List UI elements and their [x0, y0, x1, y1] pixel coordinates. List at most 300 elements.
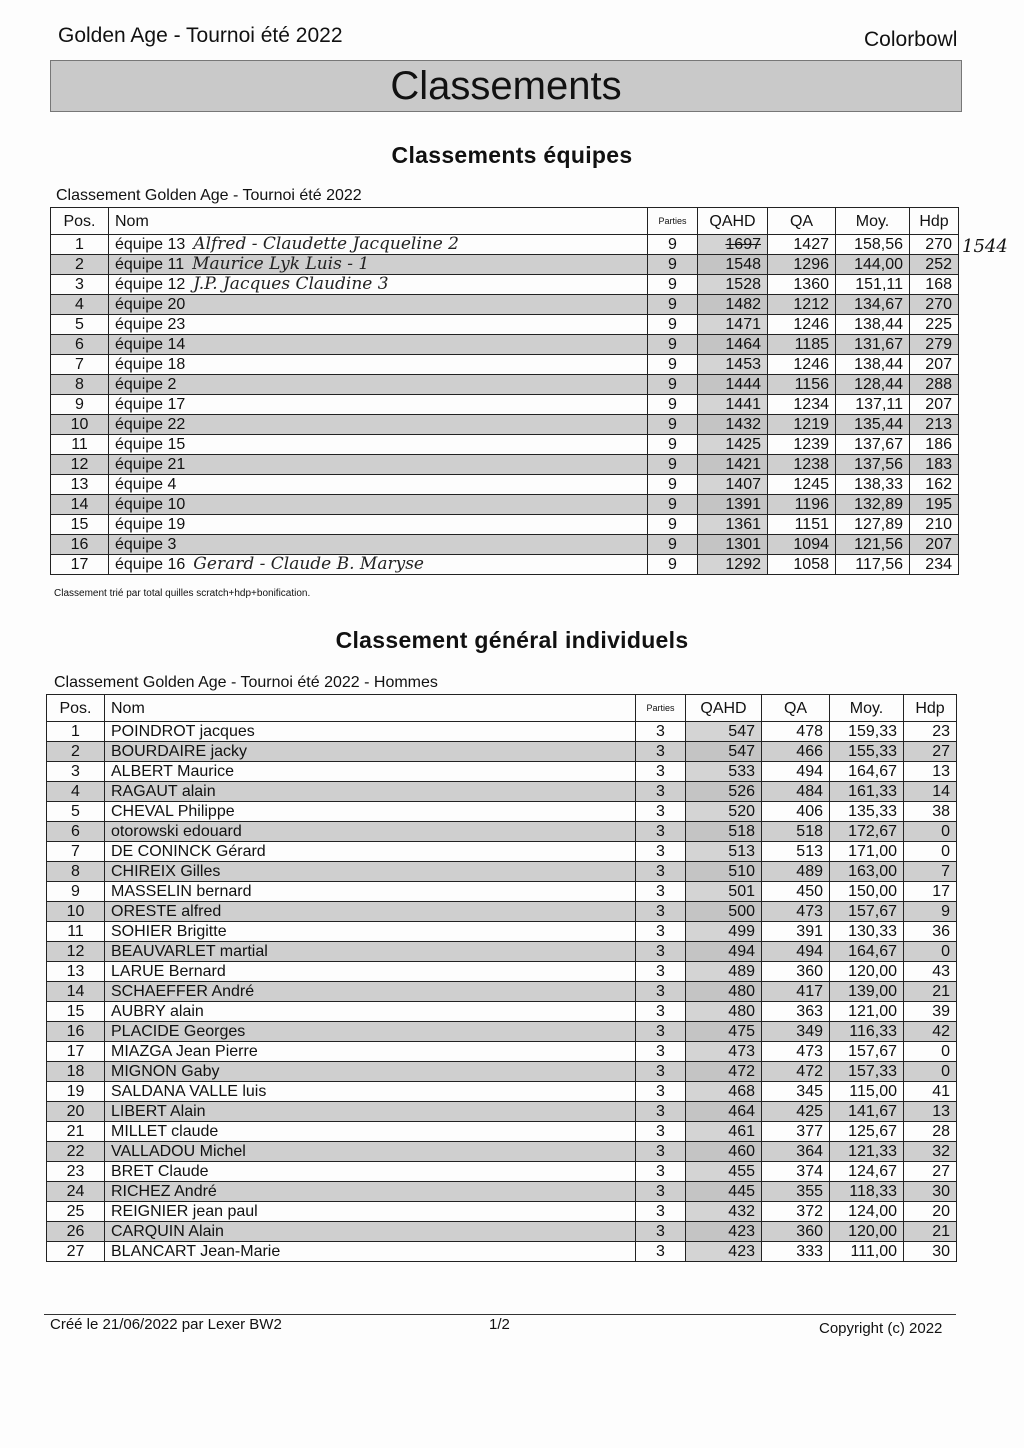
table-row	[47, 982, 957, 1002]
qa-cell: 1151	[768, 515, 836, 535]
name-cell	[109, 335, 648, 355]
qahd-cell: 1464	[698, 335, 768, 355]
hdp-cell: 183	[910, 455, 959, 475]
parties-cell: 9	[648, 355, 698, 375]
moy-cell: 164,67	[830, 762, 904, 782]
individuals-header-row	[47, 695, 957, 722]
hdp-cell: 288	[910, 375, 959, 395]
pos-cell: 14	[47, 982, 105, 1002]
hdp-cell: 0	[904, 822, 957, 842]
name-cell	[105, 1242, 636, 1262]
individuals-table	[46, 694, 957, 1262]
qahd-cell: 1391	[698, 495, 768, 515]
parties-cell: 3	[636, 1222, 686, 1242]
moy-cell: 139,00	[830, 982, 904, 1002]
name-text: équipe 4	[115, 476, 177, 493]
table-row	[51, 335, 959, 355]
qahd-cell: 1453	[698, 355, 768, 375]
name-text: RICHEZ André	[111, 1183, 217, 1200]
hdp-cell: 0	[904, 942, 957, 962]
moy-cell: 150,00	[830, 882, 904, 902]
moy-cell: 138,44	[836, 315, 910, 335]
parties-cell: 3	[636, 882, 686, 902]
name-text: AUBRY alain	[111, 1003, 204, 1020]
name-text: équipe 15	[115, 436, 186, 453]
name-cell	[105, 1102, 636, 1122]
parties-cell: 3	[636, 762, 686, 782]
name-cell	[105, 1062, 636, 1082]
pos-cell: 5	[51, 315, 109, 335]
parties-cell: 3	[636, 1002, 686, 1022]
col-qahd: QAHD	[686, 695, 762, 722]
hdp-cell: 162	[910, 475, 959, 495]
table-row	[51, 475, 959, 495]
hdp-cell: 30	[904, 1182, 957, 1202]
qahd-cell: 1407	[698, 475, 768, 495]
name-cell	[105, 1022, 636, 1042]
pos-cell: 20	[47, 1102, 105, 1122]
qahd-cell: 1425	[698, 435, 768, 455]
name-text: CARQUIN Alain	[111, 1223, 224, 1240]
moy-cell: 171,00	[830, 842, 904, 862]
moy-cell: 159,33	[830, 722, 904, 742]
table-row	[51, 275, 959, 295]
footer-copyright: Copyright (c) 2022	[819, 1320, 943, 1337]
moy-cell: 157,67	[830, 902, 904, 922]
hdp-cell: 207	[910, 355, 959, 375]
name-text: otorowski edouard	[111, 823, 242, 840]
name-text: BLANCART Jean-Marie	[111, 1243, 281, 1260]
pos-cell: 22	[47, 1142, 105, 1162]
name-text: MASSELIN bernard	[111, 883, 252, 900]
parties-cell: 9	[648, 335, 698, 355]
qa-cell: 489	[762, 862, 830, 882]
name-cell	[105, 1202, 636, 1222]
qa-cell: 355	[762, 1182, 830, 1202]
name-cell	[109, 255, 648, 275]
col-parties: Parties	[636, 695, 686, 722]
parties-cell: 9	[648, 475, 698, 495]
qa-cell: 377	[762, 1122, 830, 1142]
name-cell	[105, 722, 636, 742]
parties-cell: 9	[648, 495, 698, 515]
parties-cell: 9	[648, 555, 698, 575]
hdp-cell: 41	[904, 1082, 957, 1102]
qa-cell: 1427	[768, 235, 836, 255]
pos-cell: 7	[47, 842, 105, 862]
parties-cell: 3	[636, 962, 686, 982]
qa-cell: 425	[762, 1102, 830, 1122]
name-cell	[109, 375, 648, 395]
name-cell	[109, 235, 648, 255]
table-row	[47, 782, 957, 802]
pos-cell: 9	[47, 882, 105, 902]
qahd-cell: 480	[686, 1002, 762, 1022]
pos-cell: 16	[51, 535, 109, 555]
moy-cell: 128,44	[836, 375, 910, 395]
qahd-cell: 547	[686, 722, 762, 742]
hdp-cell: 13	[904, 1102, 957, 1122]
hdp-cell: 252	[910, 255, 959, 275]
parties-cell: 9	[648, 295, 698, 315]
moy-cell: 115,00	[830, 1082, 904, 1102]
table-row	[47, 922, 957, 942]
qahd-cell: 423	[686, 1222, 762, 1242]
name-cell	[105, 802, 636, 822]
moy-cell: 135,33	[830, 802, 904, 822]
qahd-cell: 518	[686, 822, 762, 842]
pos-cell: 11	[47, 922, 105, 942]
footer-created: Créé le 21/06/2022 par Lexer BW2	[50, 1316, 282, 1333]
qahd-cell: 1301	[698, 535, 768, 555]
parties-cell: 3	[636, 1022, 686, 1042]
name-cell	[105, 842, 636, 862]
pos-cell: 17	[51, 555, 109, 575]
pos-cell: 5	[47, 802, 105, 822]
qahd-cell: 501	[686, 882, 762, 902]
qa-cell: 349	[762, 1022, 830, 1042]
name-text: CHEVAL Philippe	[111, 803, 235, 820]
qa-cell: 473	[762, 902, 830, 922]
table-row	[47, 842, 957, 862]
parties-cell: 9	[648, 435, 698, 455]
name-text: REIGNIER jean paul	[111, 1203, 258, 1220]
pos-cell: 24	[47, 1182, 105, 1202]
pos-cell: 27	[47, 1242, 105, 1262]
moy-cell: 131,67	[836, 335, 910, 355]
qahd-cell: 475	[686, 1022, 762, 1042]
hdp-cell: 20	[904, 1202, 957, 1222]
parties-cell: 3	[636, 1082, 686, 1102]
name-text: LARUE Bernard	[111, 963, 226, 980]
qa-cell: 513	[762, 842, 830, 862]
name-text: équipe 14	[115, 336, 186, 353]
name-text: VALLADOU Michel	[111, 1143, 246, 1160]
name-cell	[109, 555, 648, 575]
qahd-cell: 423	[686, 1242, 762, 1262]
hdp-cell: 43	[904, 962, 957, 982]
table-row	[47, 1002, 957, 1022]
header-venue: Colorbowl	[864, 28, 958, 51]
col-moy: Moy.	[836, 208, 910, 235]
table-row	[51, 395, 959, 415]
qahd-cell: 494	[686, 942, 762, 962]
hdp-cell: 39	[904, 1002, 957, 1022]
moy-cell: 137,56	[836, 455, 910, 475]
name-cell	[105, 922, 636, 942]
table-row	[47, 1202, 957, 1222]
name-text: équipe 21	[115, 456, 186, 473]
moy-cell: 161,33	[830, 782, 904, 802]
col-parties: Parties	[648, 208, 698, 235]
pos-cell: 1	[47, 722, 105, 742]
name-cell	[109, 315, 648, 335]
qa-cell: 1246	[768, 355, 836, 375]
name-text: BOURDAIRE jacky	[111, 743, 248, 760]
pos-cell: 17	[47, 1042, 105, 1062]
hdp-cell: 38	[904, 802, 957, 822]
qa-cell: 473	[762, 1042, 830, 1062]
moy-cell: 163,00	[830, 862, 904, 882]
name-cell	[105, 1222, 636, 1242]
col-pos: Pos.	[47, 695, 105, 722]
hdp-cell: 195	[910, 495, 959, 515]
table-row	[47, 1122, 957, 1142]
name-text: DE CONINCK Gérard	[111, 843, 266, 860]
parties-cell: 9	[648, 255, 698, 275]
table-row	[47, 1182, 957, 1202]
qa-cell: 360	[762, 962, 830, 982]
pos-cell: 1	[51, 235, 109, 255]
qa-cell: 1234	[768, 395, 836, 415]
moy-cell: 157,67	[830, 1042, 904, 1062]
name-text: équipe 2	[115, 376, 177, 393]
table-row	[51, 415, 959, 435]
qa-cell: 1246	[768, 315, 836, 335]
qa-cell: 484	[762, 782, 830, 802]
table-row	[47, 1042, 957, 1062]
handwritten-player-names: J.P. Jacques Claudine 3	[193, 274, 389, 294]
qa-cell: 1239	[768, 435, 836, 455]
qahd-cell: 460	[686, 1142, 762, 1162]
moy-cell: 121,56	[836, 535, 910, 555]
moy-cell: 138,44	[836, 355, 910, 375]
table-row	[51, 515, 959, 535]
pos-cell: 13	[47, 962, 105, 982]
name-text: BEAUVARLET martial	[111, 943, 268, 960]
pos-cell: 15	[47, 1002, 105, 1022]
qa-cell: 466	[762, 742, 830, 762]
table-row	[51, 235, 959, 255]
col-qahd: QAHD	[698, 208, 768, 235]
name-text: MIGNON Gaby	[111, 1063, 220, 1080]
hdp-cell: 27	[904, 1162, 957, 1182]
hdp-cell: 225	[910, 315, 959, 335]
moy-cell: 127,89	[836, 515, 910, 535]
hdp-cell: 279	[910, 335, 959, 355]
name-cell	[105, 942, 636, 962]
parties-cell: 3	[636, 722, 686, 742]
qahd-cell: 1292	[698, 555, 768, 575]
name-text: RAGAUT alain	[111, 783, 216, 800]
header-tournament-title: Golden Age - Tournoi été 2022	[58, 24, 343, 47]
pos-cell: 3	[47, 762, 105, 782]
name-text: équipe 19	[115, 516, 186, 533]
qahd-cell: 510	[686, 862, 762, 882]
name-cell	[105, 1162, 636, 1182]
parties-cell: 3	[636, 1102, 686, 1122]
moy-cell: 125,67	[830, 1122, 904, 1142]
hdp-cell: 168	[910, 275, 959, 295]
teams-header-row	[51, 208, 959, 235]
qahd-cell: 489	[686, 962, 762, 982]
parties-cell: 3	[636, 1062, 686, 1082]
name-text: ORESTE alfred	[111, 903, 222, 920]
table-row	[47, 882, 957, 902]
moy-cell: 137,11	[836, 395, 910, 415]
name-cell	[105, 1042, 636, 1062]
name-text: MILLET claude	[111, 1123, 219, 1140]
parties-cell: 3	[636, 842, 686, 862]
qa-cell: 345	[762, 1082, 830, 1102]
name-text: BRET Claude	[111, 1163, 209, 1180]
moy-cell: 124,67	[830, 1162, 904, 1182]
moy-cell: 155,33	[830, 742, 904, 762]
handwritten-margin-note: 1544	[962, 236, 1008, 257]
table-row	[47, 822, 957, 842]
qahd-cell: 464	[686, 1102, 762, 1122]
parties-cell: 9	[648, 275, 698, 295]
parties-cell: 9	[648, 415, 698, 435]
qa-cell: 391	[762, 922, 830, 942]
pos-cell: 12	[51, 455, 109, 475]
moy-cell: 138,33	[836, 475, 910, 495]
qa-cell: 1058	[768, 555, 836, 575]
parties-cell: 3	[636, 782, 686, 802]
qa-cell: 333	[762, 1242, 830, 1262]
parties-cell: 9	[648, 455, 698, 475]
name-text: équipe 17	[115, 396, 186, 413]
pos-cell: 26	[47, 1222, 105, 1242]
hdp-cell: 32	[904, 1142, 957, 1162]
name-text: LIBERT Alain	[111, 1103, 206, 1120]
hdp-cell: 9	[904, 902, 957, 922]
parties-cell: 3	[636, 942, 686, 962]
qahd-cell: 547	[686, 742, 762, 762]
table-row	[51, 295, 959, 315]
hdp-cell: 13	[904, 762, 957, 782]
parties-cell: 9	[648, 235, 698, 255]
moy-cell: 120,00	[830, 962, 904, 982]
parties-cell: 9	[648, 515, 698, 535]
pos-cell: 8	[51, 375, 109, 395]
name-cell	[109, 275, 648, 295]
col-moy: Moy.	[830, 695, 904, 722]
qa-cell: 406	[762, 802, 830, 822]
name-cell	[109, 475, 648, 495]
individuals-section-title: Classement général individuels	[335, 627, 689, 653]
name-text: équipe 11	[115, 256, 185, 273]
moy-cell: 135,44	[836, 415, 910, 435]
parties-cell: 3	[636, 982, 686, 1002]
qahd-cell: 468	[686, 1082, 762, 1102]
name-cell	[109, 535, 648, 555]
handwritten-player-names: Alfred - Claudette Jacqueline 2	[193, 234, 459, 254]
hdp-cell: 27	[904, 742, 957, 762]
qa-cell: 372	[762, 1202, 830, 1222]
qa-cell: 1219	[768, 415, 836, 435]
table-row	[47, 942, 957, 962]
col-nom: Nom	[105, 695, 636, 722]
name-cell	[109, 435, 648, 455]
qa-cell: 1185	[768, 335, 836, 355]
moy-cell: 111,00	[830, 1242, 904, 1262]
hdp-cell: 0	[904, 1042, 957, 1062]
col-nom: Nom	[109, 208, 648, 235]
qahd-cell: 533	[686, 762, 762, 782]
qahd-cell: 432	[686, 1202, 762, 1222]
qa-cell: 494	[762, 762, 830, 782]
name-cell	[105, 1082, 636, 1102]
hdp-cell: 207	[910, 395, 959, 415]
pos-cell: 14	[51, 495, 109, 515]
footer-page-number: 1/2	[489, 1316, 510, 1333]
hdp-cell: 270	[910, 235, 959, 255]
hdp-cell: 42	[904, 1022, 957, 1042]
parties-cell: 3	[636, 1142, 686, 1162]
moy-cell: 157,33	[830, 1062, 904, 1082]
pos-cell: 7	[51, 355, 109, 375]
page-title-banner: Classements	[50, 60, 962, 112]
qahd-cell: 1432	[698, 415, 768, 435]
hdp-cell: 210	[910, 515, 959, 535]
hdp-cell: 270	[910, 295, 959, 315]
handwritten-player-names: Gerard - Claude B. Maryse	[193, 554, 424, 574]
name-cell	[109, 495, 648, 515]
name-text: MIAZGA Jean Pierre	[111, 1043, 258, 1060]
pos-cell: 23	[47, 1162, 105, 1182]
name-text: SOHIER Brigitte	[111, 923, 227, 940]
moy-cell: 151,11	[836, 275, 910, 295]
pos-cell: 13	[51, 475, 109, 495]
qahd-cell: 1361	[698, 515, 768, 535]
qahd-cell: 1471	[698, 315, 768, 335]
pos-cell: 8	[47, 862, 105, 882]
pos-cell: 18	[47, 1062, 105, 1082]
qahd-cell: 455	[686, 1162, 762, 1182]
moy-cell: 121,00	[830, 1002, 904, 1022]
qa-cell: 478	[762, 722, 830, 742]
qahd-cell: 1441	[698, 395, 768, 415]
hdp-cell: 36	[904, 922, 957, 942]
table-row	[51, 455, 959, 475]
moy-cell: 121,33	[830, 1142, 904, 1162]
qa-cell: 494	[762, 942, 830, 962]
qa-cell: 1094	[768, 535, 836, 555]
name-cell	[105, 1122, 636, 1142]
pos-cell: 2	[47, 742, 105, 762]
name-text: équipe 20	[115, 296, 186, 313]
hdp-cell: 186	[910, 435, 959, 455]
footer-divider	[44, 1314, 956, 1315]
teams-section-title: Classements équipes	[391, 142, 633, 168]
name-cell	[109, 355, 648, 375]
pos-cell: 19	[47, 1082, 105, 1102]
qa-cell: 1212	[768, 295, 836, 315]
name-cell	[109, 515, 648, 535]
moy-cell: 118,33	[830, 1182, 904, 1202]
table-row	[47, 1022, 957, 1042]
qa-cell: 518	[762, 822, 830, 842]
handwritten-player-names: Maurice Lyk Luis - 1	[192, 254, 370, 274]
name-text: POINDROT jacques	[111, 723, 255, 740]
name-cell	[109, 415, 648, 435]
name-cell	[105, 742, 636, 762]
name-text: équipe 10	[115, 496, 186, 513]
name-cell	[105, 962, 636, 982]
qahd-cell: 473	[686, 1042, 762, 1062]
qahd-cell: 513	[686, 842, 762, 862]
pos-cell: 12	[47, 942, 105, 962]
col-pos: Pos.	[51, 208, 109, 235]
parties-cell: 3	[636, 1162, 686, 1182]
parties-cell: 9	[648, 375, 698, 395]
table-row	[51, 555, 959, 575]
name-text: équipe 13	[115, 236, 186, 253]
individuals-caption: Classement Golden Age - Tournoi été 2022 - Hommes	[54, 674, 438, 691]
moy-cell: 117,56	[836, 555, 910, 575]
table-row	[47, 1222, 957, 1242]
